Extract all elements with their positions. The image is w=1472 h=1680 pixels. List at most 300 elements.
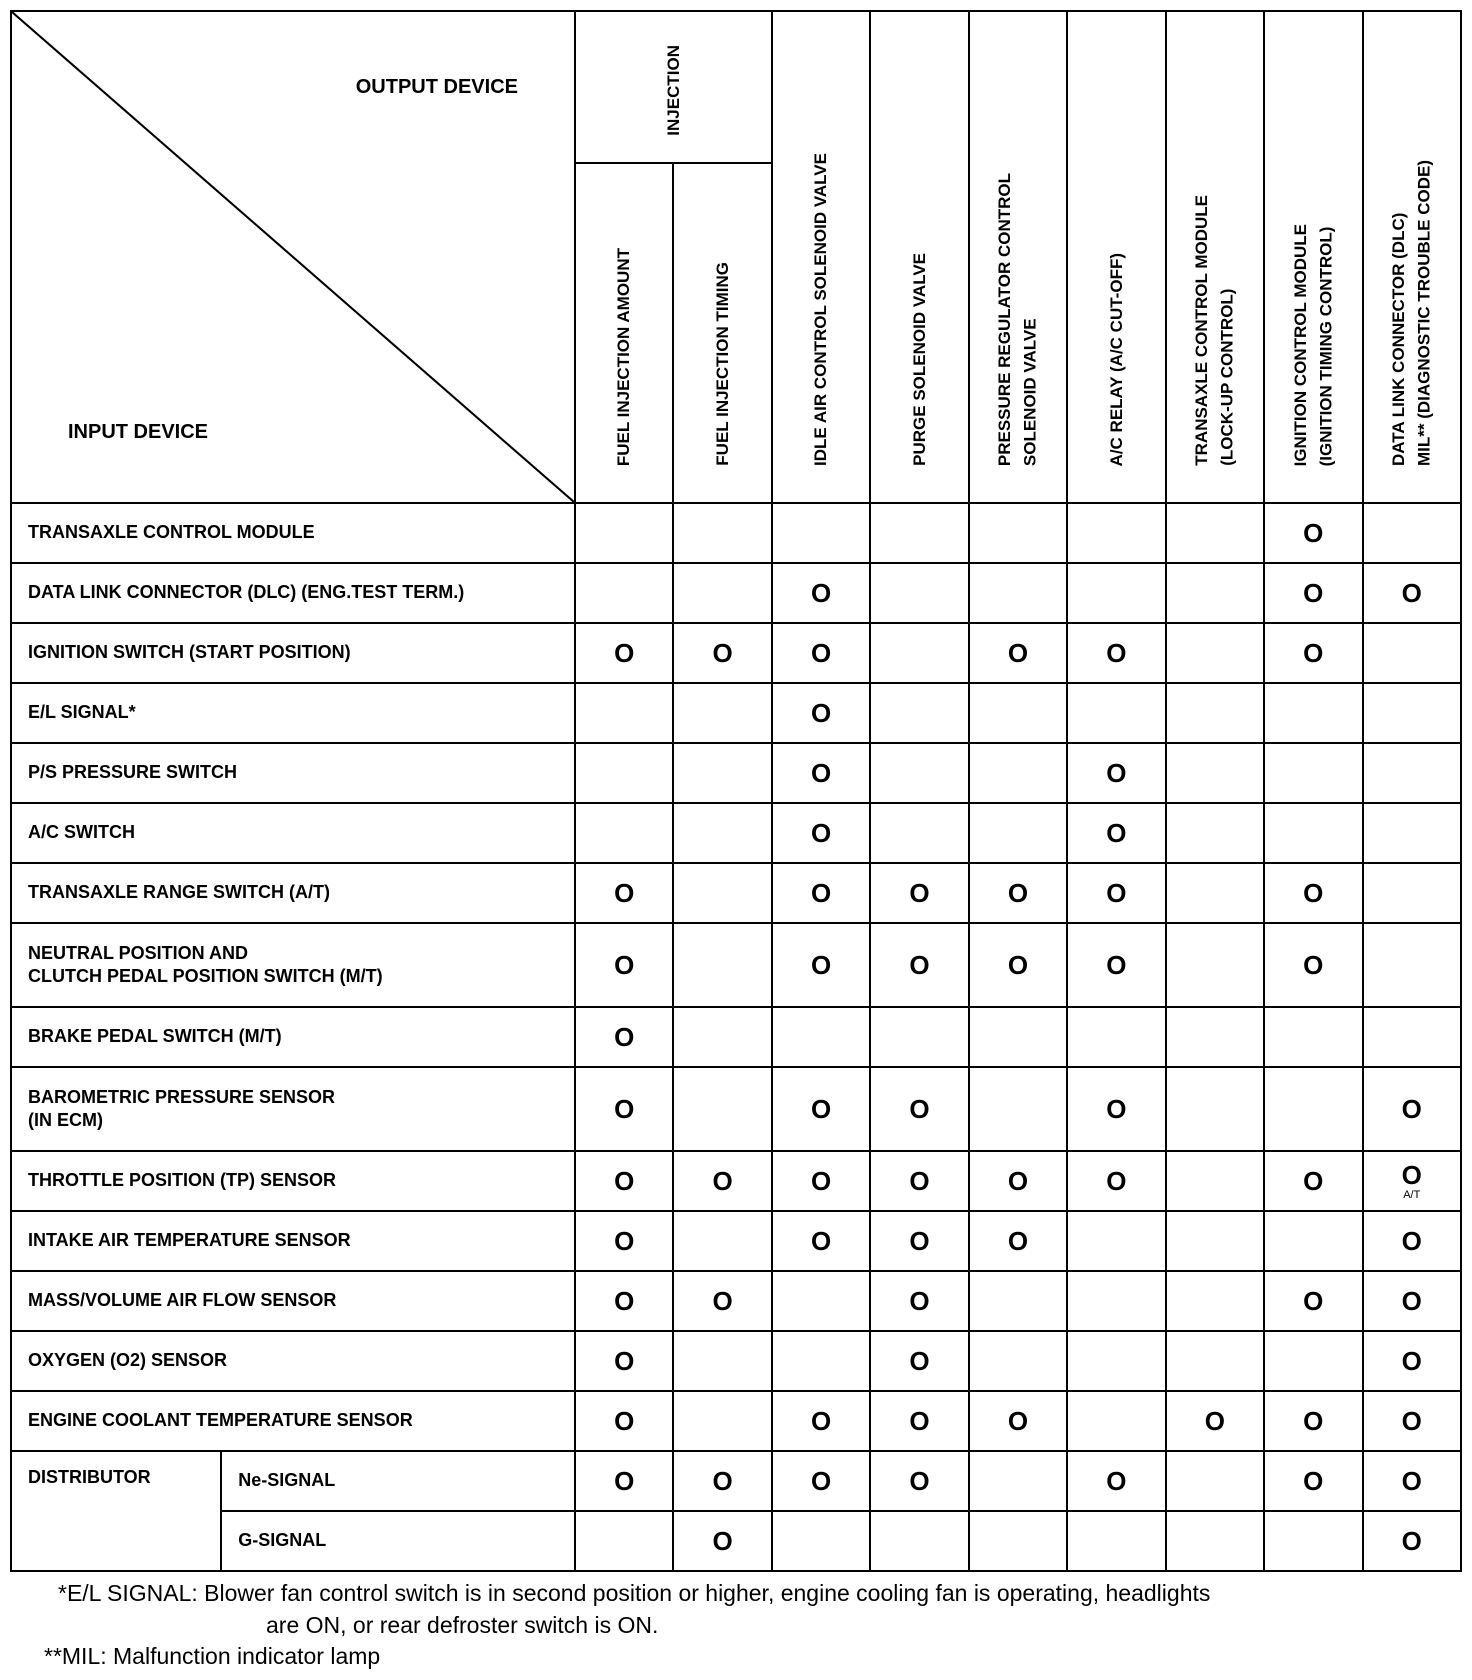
col-header-data-link [1363,11,1462,503]
col-header-purge [870,11,968,503]
matrix-cell-empty [1067,1391,1165,1451]
cell-mark: O [909,1466,930,1496]
matrix-cell-empty [969,563,1067,623]
cell-mark: O [909,1286,930,1316]
cell-mark: O [1303,1286,1324,1316]
cell-mark: O [1401,1406,1422,1436]
cell-mark: O [614,878,635,908]
matrix-cell-marked [870,1271,968,1331]
distributor-label: DISTRIBUTOR [11,1451,221,1571]
injection-group-header [575,11,772,163]
cell-mark: O [1303,518,1324,548]
cell-mark: O [1303,1406,1324,1436]
matrix-cell-empty [969,743,1067,803]
matrix-cell-empty [575,503,673,563]
cell-mark: O [614,1466,635,1496]
cell-mark: O [614,1406,635,1436]
row-label-text: E/L SIGNAL* [28,702,136,723]
matrix-cell-empty [969,1451,1067,1511]
cell-mark: O [810,1166,832,1196]
cell-mark: O [810,878,832,908]
row-label-text: NEUTRAL POSITION AND [28,942,249,963]
matrix-cell-empty [673,683,771,743]
matrix-cell-marked [870,1331,968,1391]
matrix-cell-empty [1166,1451,1264,1511]
row-label [11,1007,575,1067]
matrix-cell-empty [870,1511,968,1571]
table-row [11,1451,1461,1511]
col-header-transaxle-module [1166,11,1264,503]
cell-mark: O [614,1346,635,1376]
matrix-cell-marked [1067,803,1165,863]
cell-mark: O [1007,1406,1029,1436]
matrix-cell-marked [673,623,771,683]
matrix-cell-empty [575,683,673,743]
matrix-cell-empty [1264,1331,1362,1391]
matrix-cell-marked [1363,1451,1462,1511]
matrix-cell-empty [1363,923,1462,1007]
matrix-cell-empty [969,1511,1067,1571]
cell-mark: O [810,1226,832,1256]
matrix-cell-marked [575,1211,673,1271]
row-label-text: P/S PRESSURE SWITCH [28,762,238,783]
cell-mark: O [1303,1466,1324,1496]
col-header-ac-relay [1067,11,1165,503]
row-label [11,1331,575,1391]
cell-mark: O [614,1226,635,1256]
cell-mark: O [909,1094,930,1124]
cell-mark: O [810,578,832,608]
row-label-text-2: (IN ECM) [28,1110,103,1130]
matrix-cell-marked [870,923,968,1007]
matrix-cell-marked [1363,1271,1462,1331]
col-header-ignition-module [1264,11,1362,503]
matrix-cell-empty [969,503,1067,563]
matrix-cell-empty [673,743,771,803]
footnotes [44,1578,1464,1673]
matrix-cell-empty [673,503,771,563]
matrix-cell-empty [870,743,968,803]
matrix-cell-marked [772,1391,870,1451]
matrix-cell-marked [1264,563,1362,623]
matrix-cell-marked [969,623,1067,683]
cell-mark: O [614,1166,635,1196]
matrix-cell-empty [1166,1067,1264,1151]
column-header-text: DATA LINK CONNECTOR (DLC) [1389,212,1409,466]
matrix-cell-empty [772,1511,870,1571]
cell-mark: O [810,950,832,980]
matrix-cell-marked [870,1211,968,1271]
cell-mark: O [1303,578,1324,608]
matrix-cell-empty [1067,1211,1165,1271]
matrix-cell-empty [772,1331,870,1391]
cell-mark: O [614,950,635,980]
column-header-text: FUEL INJECTION TIMING [712,262,732,466]
matrix-cell-marked [673,1451,771,1511]
matrix-cell-marked [575,1331,673,1391]
distributor-subrow-label: G-SIGNAL [221,1511,575,1571]
row-label [11,1067,575,1151]
matrix-cell-marked [969,863,1067,923]
matrix-cell-marked [1264,1451,1362,1511]
table-row [11,1271,1461,1331]
row-label [11,563,575,623]
matrix-cell-marked [969,923,1067,1007]
cell-mark: O [712,1466,733,1496]
matrix-cell-empty [1363,803,1462,863]
row-label-text: TRANSAXLE RANGE SWITCH (A/T) [28,882,330,903]
matrix-cell-marked [1363,563,1462,623]
matrix-cell-empty [1166,563,1264,623]
matrix-cell-empty [969,1331,1067,1391]
row-label-text: BAROMETRIC PRESSURE SENSOR [28,1086,336,1107]
column-header-text: SOLENOID VALVE [1020,318,1040,466]
matrix-cell-marked [772,1151,870,1211]
row-label-text: IGNITION SWITCH (START POSITION) [28,642,351,663]
table-row [11,1511,1461,1571]
matrix-cell-empty [1166,743,1264,803]
matrix-cell-empty [870,1007,968,1067]
row-label [11,863,575,923]
input-device-heading: INPUT DEVICE [68,421,209,443]
cell-mark: O [1106,758,1127,788]
matrix-cell-marked [575,1391,673,1451]
cell-mark: O [810,1094,832,1124]
cell-mark: O [1106,638,1127,668]
col-header-idle-air [772,11,870,503]
row-label-text: TRANSAXLE CONTROL MODULE [28,522,315,543]
cell-mark: O [810,1406,832,1436]
matrix-cell-empty [575,563,673,623]
cell-mark: O [909,1406,930,1436]
matrix-cell-empty [1067,563,1165,623]
cell-mark: O [1106,1166,1127,1196]
matrix-cell-marked [1264,923,1362,1007]
cell-mark: O [1401,1466,1422,1496]
table-row [11,863,1461,923]
matrix-cell-empty [1166,1211,1264,1271]
matrix-cell-empty [1264,1211,1362,1271]
cell-mark: O [1303,1166,1324,1196]
matrix-cell-marked [1363,1511,1462,1571]
matrix-cell-marked [575,1151,673,1211]
column-header-text: MIL** (DIAGNOSTIC TROUBLE CODE) [1414,160,1434,466]
cell-mark: O [810,818,832,848]
matrix-cell-empty [772,1271,870,1331]
header-corner [11,11,575,503]
matrix-cell-marked [870,1151,968,1211]
matrix-cell-marked [772,1451,870,1511]
matrix-cell-marked [1166,1391,1264,1451]
matrix-cell-empty [1363,683,1462,743]
row-label-text: BRAKE PEDAL SWITCH (M/T) [28,1026,282,1047]
matrix-cell-empty [575,1511,673,1571]
matrix-cell-empty [1166,623,1264,683]
cell-mark: O [810,1466,832,1496]
col-header-fuel-amount [575,163,673,503]
matrix-cell-marked [1264,503,1362,563]
footnote-el-signal: *E/L SIGNAL: Blower fan control switch is in second position or higher, engine cooling fan is operating, headlights [58,1580,1211,1606]
matrix-cell-empty [969,1067,1067,1151]
table-row [11,743,1461,803]
row-label-text: INTAKE AIR TEMPERATURE SENSOR [28,1230,351,1251]
row-label [11,1391,575,1451]
matrix-cell-marked [772,1211,870,1271]
cell-mark: O [614,638,635,668]
row-label-text: DATA LINK CONNECTOR (DLC) (ENG.TEST TERM.) [28,582,465,603]
column-header-text: IGNITION CONTROL MODULE [1290,223,1310,466]
cell-mark: O [712,638,733,668]
matrix-body [11,503,1461,1571]
matrix-cell-marked [1067,923,1165,1007]
matrix-cell-marked [870,1451,968,1511]
matrix-cell-marked [1363,1331,1462,1391]
input-output-matrix [10,10,1462,1572]
cell-mark: O [1303,638,1324,668]
row-label-text: MASS/VOLUME AIR FLOW SENSOR [28,1290,337,1311]
injection-group-label: INJECTION [663,44,683,136]
matrix-cell-empty [673,1067,771,1151]
matrix-cell-marked [772,563,870,623]
matrix-cell-empty [772,503,870,563]
matrix-cell-empty [1067,1007,1165,1067]
matrix-cell-marked [1363,1391,1462,1451]
matrix-cell-empty [1264,743,1362,803]
cell-mark: O [712,1166,733,1196]
matrix-cell-empty [673,1391,771,1451]
matrix-cell-marked [1363,1067,1462,1151]
row-label [11,1211,575,1271]
cell-mark: O [1106,1466,1127,1496]
cell-mark: O [614,1022,635,1052]
matrix-cell-empty [1264,1067,1362,1151]
cell-mark: O [909,1346,930,1376]
matrix-cell-empty [1264,1511,1362,1571]
matrix-cell-empty [673,923,771,1007]
matrix-cell-empty [1166,1007,1264,1067]
matrix-cell-empty [1264,683,1362,743]
matrix-cell-empty [870,803,968,863]
matrix-cell-empty [1166,1511,1264,1571]
matrix-cell-empty [1363,1007,1462,1067]
matrix-cell-marked [1067,1067,1165,1151]
matrix-cell-empty [1363,503,1462,563]
table-row [11,803,1461,863]
matrix-cell-empty [673,1211,771,1271]
cell-mark: O [810,698,832,728]
matrix-cell-marked [1264,1271,1362,1331]
column-header-text: (IGNITION TIMING CONTROL) [1316,226,1336,466]
row-label [11,503,575,563]
matrix-cell-empty [1166,683,1264,743]
table-row [11,683,1461,743]
matrix-cell-empty [772,1007,870,1067]
matrix-cell-empty [1363,623,1462,683]
row-label [11,683,575,743]
matrix-cell-empty [1166,923,1264,1007]
matrix-cell-marked [1363,1151,1462,1211]
column-header-text: IDLE AIR CONTROL SOLENOID VALVE [811,153,831,466]
cell-mark: O [1106,950,1127,980]
cell-mark: O [1401,1526,1422,1556]
matrix-cell-empty [1264,1007,1362,1067]
cell-mark: O [1401,1226,1422,1256]
row-label-text: OXYGEN (O2) SENSOR [28,1350,228,1371]
row-label-text: THROTTLE POSITION (TP) SENSOR [28,1170,337,1191]
row-label [11,1271,575,1331]
row-label [11,1151,575,1211]
cell-mark: O [810,758,832,788]
col-header-fuel-timing [673,163,771,503]
matrix-cell-marked [772,863,870,923]
cell-mark: O [1106,818,1127,848]
matrix-cell-empty [673,1331,771,1391]
cell-mark: O [810,638,832,668]
matrix-cell-marked [575,1007,673,1067]
output-device-heading: OUTPUT DEVICE [355,76,518,98]
cell-mark: O [1007,878,1029,908]
matrix-cell-empty [1363,743,1462,803]
matrix-cell-marked [1067,1151,1165,1211]
matrix-cell-marked [870,863,968,923]
cell-note: A/T [1403,1188,1421,1201]
matrix-cell-empty [1264,803,1362,863]
cell-mark: O [1106,878,1127,908]
matrix-cell-empty [673,803,771,863]
matrix-cell-marked [575,1067,673,1151]
cell-mark: O [909,1166,930,1196]
matrix-cell-marked [1067,623,1165,683]
matrix-cell-marked [575,923,673,1007]
table-row [11,1151,1461,1211]
matrix-cell-marked [673,1151,771,1211]
matrix-cell-marked [1363,1211,1462,1271]
table-row [11,623,1461,683]
distributor-subrow-label: Ne-SIGNAL [221,1451,575,1511]
matrix-cell-empty [1363,863,1462,923]
cell-mark: O [1007,1166,1029,1196]
cell-mark: O [614,1286,635,1316]
matrix-cell-empty [969,803,1067,863]
matrix-cell-marked [772,683,870,743]
matrix-cell-empty [575,743,673,803]
matrix-cell-empty [1067,1511,1165,1571]
table-row [11,1007,1461,1067]
matrix-cell-marked [772,623,870,683]
table-row [11,1391,1461,1451]
matrix-cell-empty [673,1007,771,1067]
matrix-cell-marked [1067,863,1165,923]
matrix-cell-marked [673,1511,771,1571]
footnote-mil: **MIL: Malfunction indicator lamp [44,1643,381,1670]
cell-mark: O [1401,1346,1422,1376]
matrix-cell-empty [870,563,968,623]
matrix-cell-marked [1067,1451,1165,1511]
table-row [11,503,1461,563]
matrix-cell-marked [772,743,870,803]
footnote-el-signal-cont: are ON, or rear defroster switch is ON. [266,1611,659,1638]
matrix-cell-empty [1166,1331,1264,1391]
matrix-cell-marked [772,803,870,863]
matrix-cell-empty [673,863,771,923]
cell-mark: O [909,878,930,908]
matrix-cell-empty [1067,1331,1165,1391]
row-label [11,803,575,863]
cell-mark: O [614,1094,635,1124]
matrix-cell-marked [575,623,673,683]
cell-mark: O [1303,950,1324,980]
column-header-text: PRESSURE REGULATOR CONTROL [995,172,1015,466]
cell-mark: O [1007,1226,1029,1256]
matrix-cell-marked [772,1067,870,1151]
matrix-cell-empty [1067,1271,1165,1331]
cell-mark: O [1007,950,1029,980]
row-label-text: A/C SWITCH [28,822,135,843]
cell-mark: O [1401,1286,1422,1316]
matrix-cell-marked [969,1211,1067,1271]
matrix-cell-marked [870,1391,968,1451]
matrix-cell-marked [969,1151,1067,1211]
matrix-cell-empty [1166,1271,1264,1331]
matrix-cell-empty [1166,803,1264,863]
column-header-text: PURGE SOLENOID VALVE [909,253,929,466]
cell-mark: O [1106,1094,1127,1124]
cell-mark: O [1401,578,1422,608]
matrix-cell-empty [673,563,771,623]
table-row [11,1331,1461,1391]
row-label-text: ENGINE COOLANT TEMPERATURE SENSOR [28,1410,413,1431]
matrix-cell-marked [1264,623,1362,683]
matrix-cell-marked [772,923,870,1007]
matrix-cell-empty [969,1271,1067,1331]
matrix-cell-marked [1264,1151,1362,1211]
matrix-cell-empty [870,623,968,683]
table-row [11,1211,1461,1271]
matrix-cell-marked [969,1391,1067,1451]
matrix-cell-empty [870,683,968,743]
matrix-cell-empty [1166,1151,1264,1211]
cell-mark: O [909,1226,930,1256]
cell-mark: O [712,1286,733,1316]
matrix-cell-empty [1067,503,1165,563]
matrix-cell-marked [1264,863,1362,923]
cell-mark: O [1204,1406,1225,1436]
cell-mark: O [712,1526,733,1556]
row-label [11,623,575,683]
matrix-cell-empty [969,683,1067,743]
row-label [11,743,575,803]
matrix-cell-marked [870,1067,968,1151]
table-row [11,1067,1461,1151]
table-row [11,923,1461,1007]
cell-mark: O [1303,878,1324,908]
column-header-text: A/C RELAY (A/C CUT-OFF) [1106,252,1126,466]
col-header-pressure-regulator [969,11,1067,503]
column-header-text: TRANSAXLE CONTROL MODULE [1192,195,1212,466]
matrix-cell-marked [575,1271,673,1331]
matrix-cell-empty [969,1007,1067,1067]
matrix-cell-empty [1166,503,1264,563]
matrix-cell-empty [1067,683,1165,743]
matrix-cell-empty [575,803,673,863]
cell-mark: O [1401,1159,1422,1190]
matrix-cell-empty [870,503,968,563]
matrix-cell-marked [1067,743,1165,803]
matrix-cell-empty [1166,863,1264,923]
matrix-cell-marked [1264,1391,1362,1451]
table-row [11,563,1461,623]
column-header-text: (LOCK-UP CONTROL) [1217,288,1237,466]
